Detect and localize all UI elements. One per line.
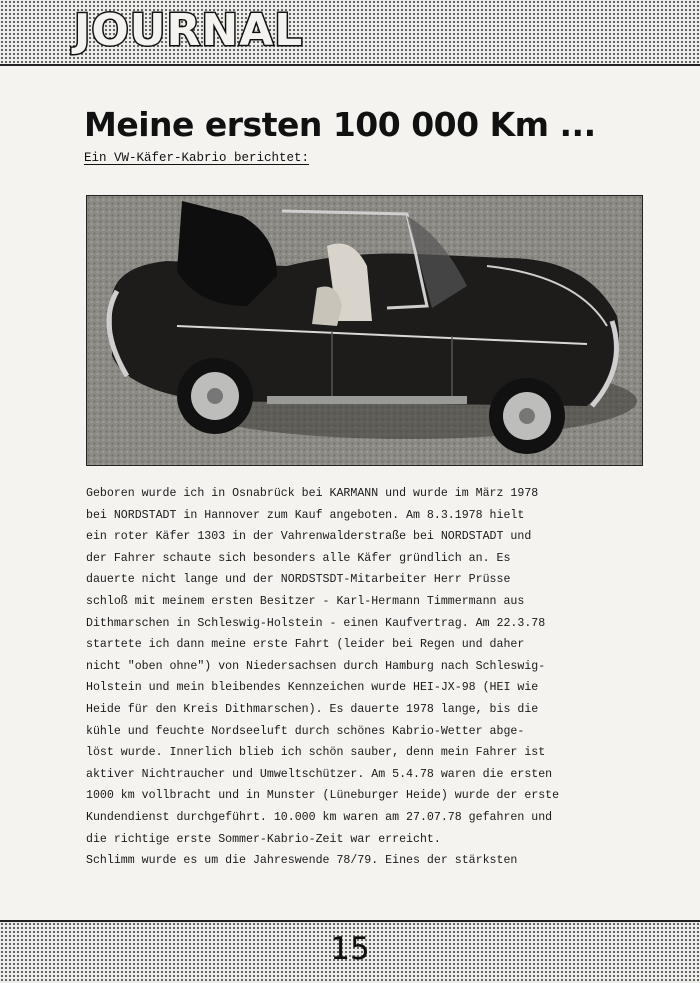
body-line: Dithmarschen in Schleswig-Holstein - einen Kaufvertrag. Am 22.3.78 <box>86 616 546 630</box>
body-line: startete ich dann meine erste Fahrt (leider bei Regen und daher <box>86 638 525 652</box>
body-line: bei NORDSTADT in Hannover zum Kauf angeboten. Am 8.3.1978 hielt <box>86 508 525 522</box>
article-subtitle: Ein VW-Käfer-Kabrio berichtet: <box>84 151 310 165</box>
body-line: die richtige erste Sommer-Kabrio-Zeit war erreicht. <box>86 832 441 846</box>
body-line: Holstein und mein bleibendes Kennzeichen wurde HEI-JX-98 (HEI wie <box>86 681 539 695</box>
body-line: Schlimm wurde es um die Jahreswende 78/79. Eines der stärksten <box>86 854 518 868</box>
page-number: 15 <box>330 931 370 967</box>
body-line: 1000 km vollbracht und in Munster (Lüneburger Heide) wurde der erste <box>86 789 560 803</box>
car-photo <box>86 195 643 466</box>
masthead-band <box>0 0 700 66</box>
body-line: Kundendienst durchgeführt. 10.000 km waren am 27.07.78 gefahren und <box>86 810 553 824</box>
body-line: dauerte nicht lange und der NORDSTSDT-Mitarbeiter Herr Prüsse <box>86 573 511 587</box>
body-line: aktiver Nichtraucher und Umweltschützer. Am 5.4.78 waren die ersten <box>86 767 553 781</box>
body-line: kühle und feuchte Nordseeluft durch schönes Kabrio-Wetter abge- <box>86 724 525 738</box>
body-line: schloß mit meinem ersten Besitzer - Karl-Hermann Timmermann aus <box>86 594 525 608</box>
body-line: Heide für den Kreis Dithmarschen). Es dauerte 1978 lange, bis die <box>86 702 539 716</box>
body-line: löst wurde. Innerlich blieb ich schön sauber, denn mein Fahrer ist <box>86 746 546 760</box>
masthead-title: JOURNAL <box>74 5 304 56</box>
article-body <box>86 483 646 872</box>
body-line: nicht "oben ohne") von Niedersachsen durch Hamburg nach Schleswig- <box>86 659 546 673</box>
article-title: Meine ersten 100 000 Km ... <box>84 105 596 144</box>
body-line: Geboren wurde ich in Osnabrück bei KARMANN und wurde im März 1978 <box>86 487 539 500</box>
body-line: ein roter Käfer 1303 in der Vahrenwalderstraße bei NORDSTADT und <box>86 530 532 544</box>
body-line: der Fahrer schaute sich besonders alle Käfer gründlich an. Es <box>86 551 511 565</box>
